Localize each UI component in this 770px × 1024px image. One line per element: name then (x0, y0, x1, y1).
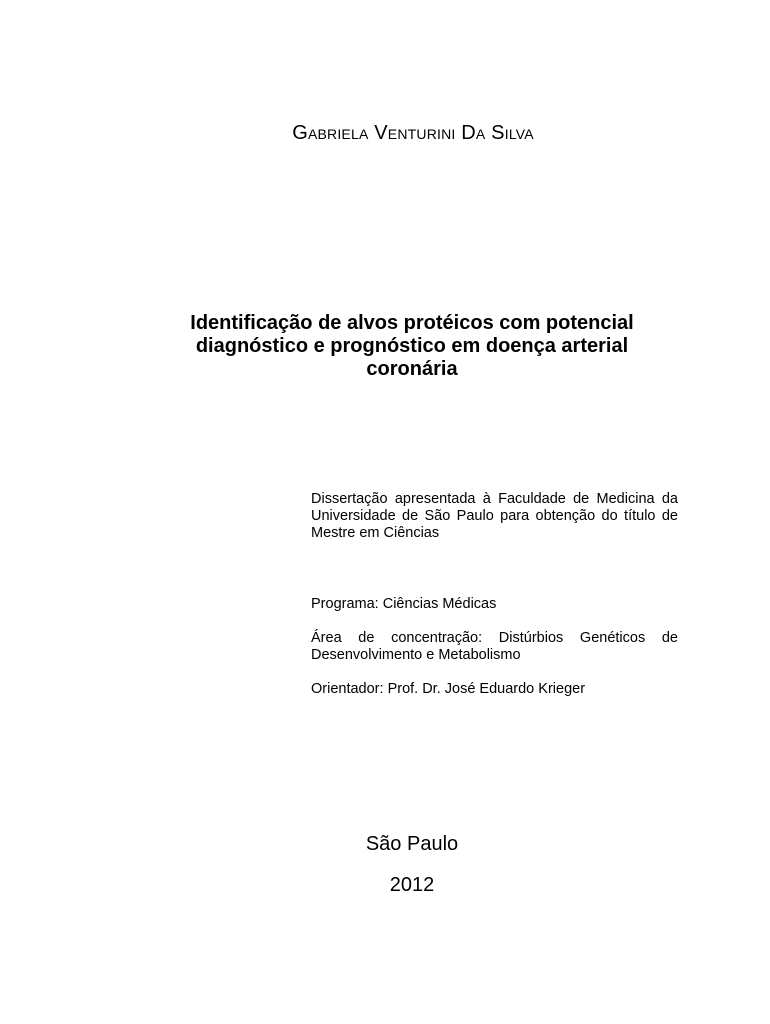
program: Programa: Ciências Médicas (311, 596, 497, 612)
author-name: Gabriela Venturini Da Silva (292, 122, 534, 144)
dissertation-note: Dissertação apresentada à Faculdade de Medicina da Universidade de São Paulo para obtenção do título de Mestre em Ciências (311, 491, 678, 541)
advisor: Orientador: Prof. Dr. José Eduardo Krieger (311, 681, 586, 697)
thesis-title: Identificação de alvos protéicos com potencial diagnóstico e prognóstico em doença arterial coronária (190, 312, 634, 380)
year: 2012 (389, 874, 435, 896)
concentration-area: Área de concentração: Distúrbios Genéticos de Desenvolvimento e Metabolismo (311, 630, 678, 663)
city: São Paulo (365, 833, 459, 855)
